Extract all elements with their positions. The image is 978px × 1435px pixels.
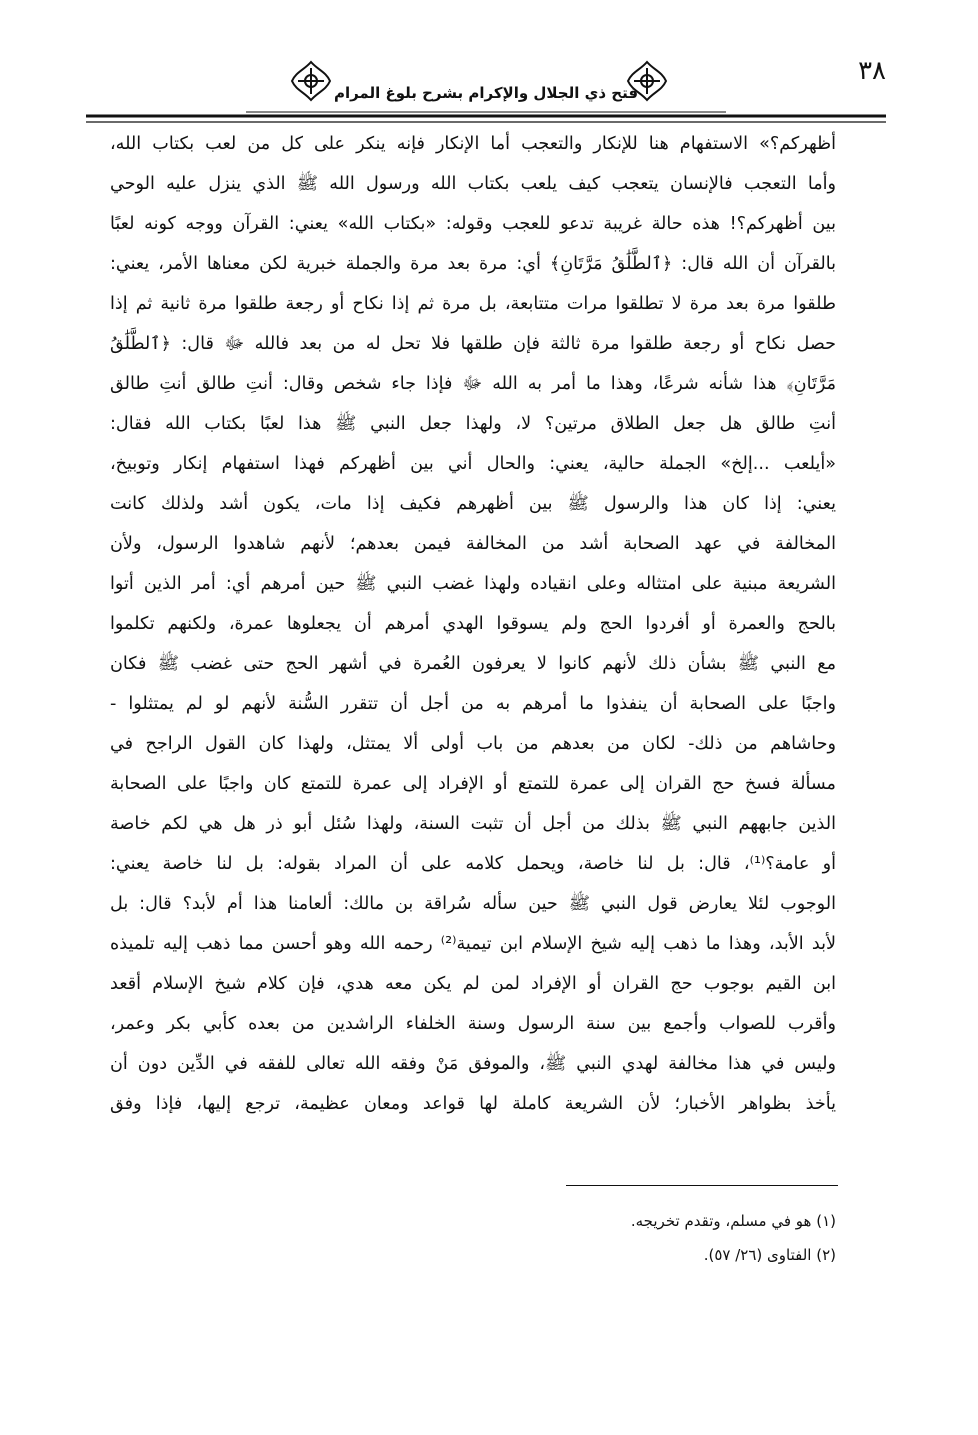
text-line: بين أظهركم؟! هذه حالة غريبة تدعو للعجب وقوله: «بكتاب الله» يعني: القرآن ووجه كونه لعبًا [110, 214, 836, 234]
page-header [86, 52, 886, 118]
text-line: «أيلعب ...إلخ» الجملة حالية، يعني: والحال أني بين أظهركم فهذا استفهام إنكار وتوبيخ، [110, 454, 836, 474]
text-line: واجبًا على الصحابة أن ينفذوا ما أمرهم به من أجل أن تتقرر السُّنة لأنهم لو لم يمتثلوا - [110, 694, 836, 714]
book-title: فتح ذي الجلال والإكرام بشرح بلوغ المرام [333, 84, 639, 102]
text-line: وليس في هذا مخالفة لهدي النبي ﷺ، والموفق مَنْ وفقه الله تعالى للفقه في الدِّين دون أن [110, 1054, 836, 1074]
text-line: الشريعة مبنية على امتثاله وعلى انقياده ولهذا غضب النبي ﷺ حين أمرهم أي: أمر الذين أتوا [110, 574, 836, 594]
text-line: الذين جابههم النبي ﷺ بذلك من أجل أن تثبت السنة، ولهذا سُئل أبو ذر هل هي لكم خاصة [110, 814, 836, 834]
footnote-2: (٢) الفتاوى (٢٦/ ٥٧). [703, 1246, 836, 1264]
text-line: لأبد الأبد، وهذا ما ذهب إليه شيخ الإسلام ابن تيمية⁽²⁾ رحمه الله وهو أحسن مما ذهب إليه تلميذه [110, 934, 836, 954]
text-line: وحاشاهم من ذلك- لكان من بعدهم من باب أولى ألا يمتثل، ولهذا كان القول الراجح في [110, 734, 836, 754]
text-line: المخالفة في عهد الصحابة أشد من المخالفة فيمن بعدهم؛ لأنهم شاهدوا الرسول، ولأن [110, 534, 836, 554]
text-line: حصل نكاح أو رجعة طلقوا مرة ثالثة فإن طلقها فلا تحل له من بعد فالله ﷻ قال: ﴿ٱلطَّلَٰقُ [110, 334, 836, 354]
footnote-separator [566, 1185, 838, 1186]
text-line: مسألة فسخ حج القران إلى عمرة للتمتع أو الإفراد إلى عمرة للتمتع كان واجبًا على الصحابة [110, 774, 836, 794]
text-line: الوجوب لئلا يعارض قول النبي ﷺ حين سأله سُراقة بن مالك: ألعامنا هذا أم لأبد؟ قال: بل [110, 894, 836, 914]
text-line: أظهركم؟» الاستفهام هنا للإنكار والتعجب أما الإنكار فإنه ينكر على كل من لعب بكتاب الله، [110, 134, 836, 154]
text-line: مَرَّتَانِ﴾ هذا شأنه شرعًا، وهذا ما أمر به الله ﷻ فإذا جاء شخص وقال: أنتِ طالق أنتِ طالق [110, 374, 836, 394]
text-line: يعني: إذا كان هذا والرسول ﷺ بين أظهرهم فكيف إذا مات، يكون أشد ولذلك كانت [110, 494, 836, 514]
page-number: ٣٨ [858, 56, 886, 86]
text-line: أنتِ طالق هل جعل الطلاق مرتين؟ لا، ولهذا جعل النبي ﷺ هذا لعبًا بكتاب الله فقال: [110, 414, 836, 434]
text-line: وأقرب للصواب وأجمع بين سنة الرسول وسنة الخلفاء الراشدين من بعده كأبي بكر وعمر، [110, 1014, 836, 1034]
text-line: يأخذ بظواهر الأخبار؛ لأن الشريعة كاملة لها قواعد ومعان عظيمة، ترجع إليها، فإذا وفق [110, 1094, 836, 1114]
text-line: بالحج والعمرة أو أفردوا الحج ولم يسوقوا الهدي أمرهم أن يجعلوها عمرة، ولكنهم تكلموا [110, 614, 836, 634]
text-line: وأما التعجب فالإنسان يتعجب كيف يلعب بكتاب الله ورسول الله ﷺ الذي ينزل عليه الوحي [110, 174, 836, 194]
text-line: بالقرآن أن الله قال: ﴿ٱلطَّلَٰقُ مَرَّتَانِ﴾ أي: مرة بعد مرة والجملة خبرية لكن معناها الأمر، يعني: [110, 254, 836, 274]
text-line: مع النبي ﷺ بشأن ذلك لأنهم كانوا لا يعرفون العُمرة في أشهر الحج حتى غضب ﷺ فكان [110, 654, 836, 674]
text-line: أو عامة؟⁽¹⁾، قال: بل لنا خاصة، ويحمل كلامه على أن المراد بقوله: بل لنا خاصة يعني: [110, 854, 836, 874]
text-line: طلقوا مرة بعد مرة لا تطلقوا مرات متتابعة، بل مرة ثم إذا نكاح أو رجعة طلقوا مرة ثانية ثم إذا [110, 294, 836, 314]
main-text [110, 124, 836, 1124]
footnotes [420, 1204, 836, 1272]
footnote-1: (١) هو في مسلم، وتقدم تخريجه. [630, 1212, 836, 1230]
text-line: ابن القيم بوجوب حج القران أو الإفراد لمن لم يكن معه هدي، فإن كلام شيخ الإسلام أقعد [110, 974, 836, 994]
